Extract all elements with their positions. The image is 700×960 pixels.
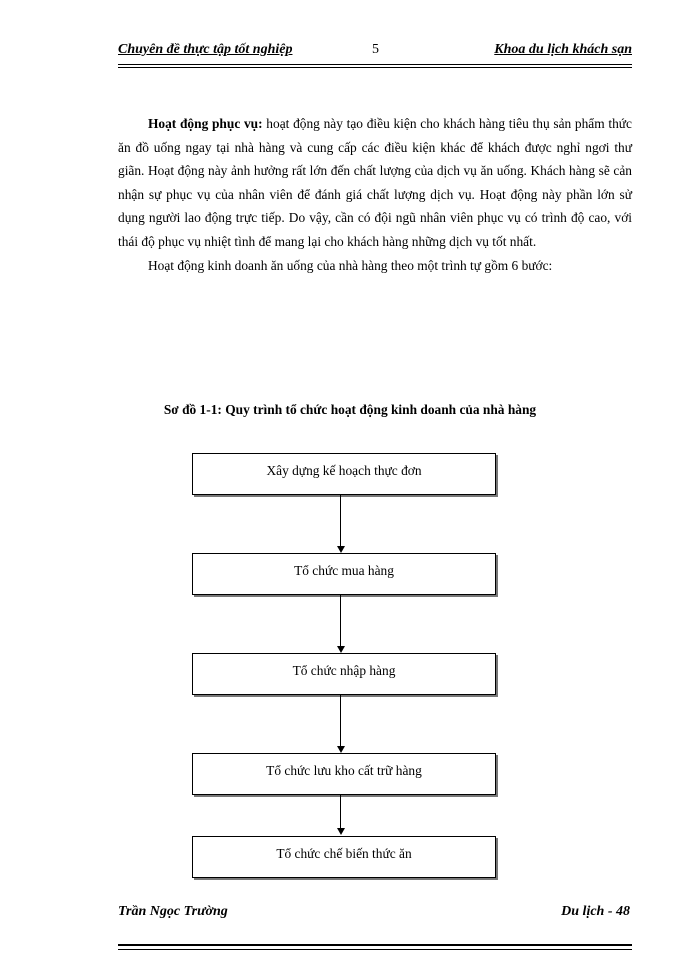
paragraph-body: hoạt động này tạo điều kiện cho khách hàng tiêu thụ sản phẩm thức ăn đồ uống ngay tại nhà hàng và cung cấp các điều kiện khác để khách được nghỉ ngơi thư giãn. Hoạt động này ảnh hưởng rất lớn đến chất lượng của dịch vụ ăn uống. Khách hàng sẽ cản nhận sự phục vụ của nhân viên để đánh giá chất lượng dịch vụ. Hoạt động này phần lớn sử dụng người lao động trực tiếp. Do vậy, cần có đội ngũ nhân viên phục vụ có trình độ cao, với thái độ phục vụ nhiệt tình để mang lại cho khách hàng những dịch vụ tốt nhất. bbox=[118, 116, 633, 249]
header-rule bbox=[118, 64, 632, 65]
flow-connector-4 bbox=[340, 795, 341, 829]
flow-step-4: Tổ chức lưu kho cất trữ hàng bbox=[192, 753, 496, 795]
header-rule-secondary bbox=[118, 67, 632, 68]
flow-step-1: Xây dựng kế hoạch thực đơn bbox=[192, 453, 496, 495]
header-document-title: Chuyên đề thực tập tốt nghiệp bbox=[118, 42, 293, 57]
flow-step-3: Tổ chức nhập hàng bbox=[192, 653, 496, 695]
diagram-title: Sơ đồ 1-1: Quy trình tổ chức hoạt động kinh doanh của nhà hàng bbox=[163, 402, 537, 417]
page-header bbox=[118, 40, 632, 62]
arrow-down-icon bbox=[337, 746, 345, 753]
arrow-down-icon bbox=[337, 828, 345, 835]
body-text bbox=[118, 112, 632, 277]
footer-rule bbox=[118, 944, 632, 946]
footer-author: Trần Ngọc Trường bbox=[118, 904, 228, 919]
paragraph-process-intro: Hoạt động kinh doanh ăn uống của nhà hàng theo một trình tự gồm 6 bước: bbox=[148, 257, 553, 273]
header-page-number: 5 bbox=[372, 42, 379, 57]
flow-connector-2 bbox=[340, 595, 341, 647]
paragraph-service-activity bbox=[118, 112, 632, 254]
flow-connector-1 bbox=[340, 495, 341, 547]
flow-step-2: Tổ chức mua hàng bbox=[192, 553, 496, 595]
footer-page-label: Du lịch - 48 bbox=[561, 904, 630, 919]
arrow-down-icon bbox=[337, 646, 345, 653]
footer-rule-secondary bbox=[118, 949, 632, 950]
flow-connector-3 bbox=[340, 695, 341, 747]
flow-step-5: Tổ chức chế biến thức ăn bbox=[192, 836, 496, 878]
paragraph-heading: Hoạt động phục vụ: bbox=[148, 116, 263, 131]
header-department: Khoa du lịch khách sạn bbox=[494, 42, 632, 57]
arrow-down-icon bbox=[337, 546, 345, 553]
